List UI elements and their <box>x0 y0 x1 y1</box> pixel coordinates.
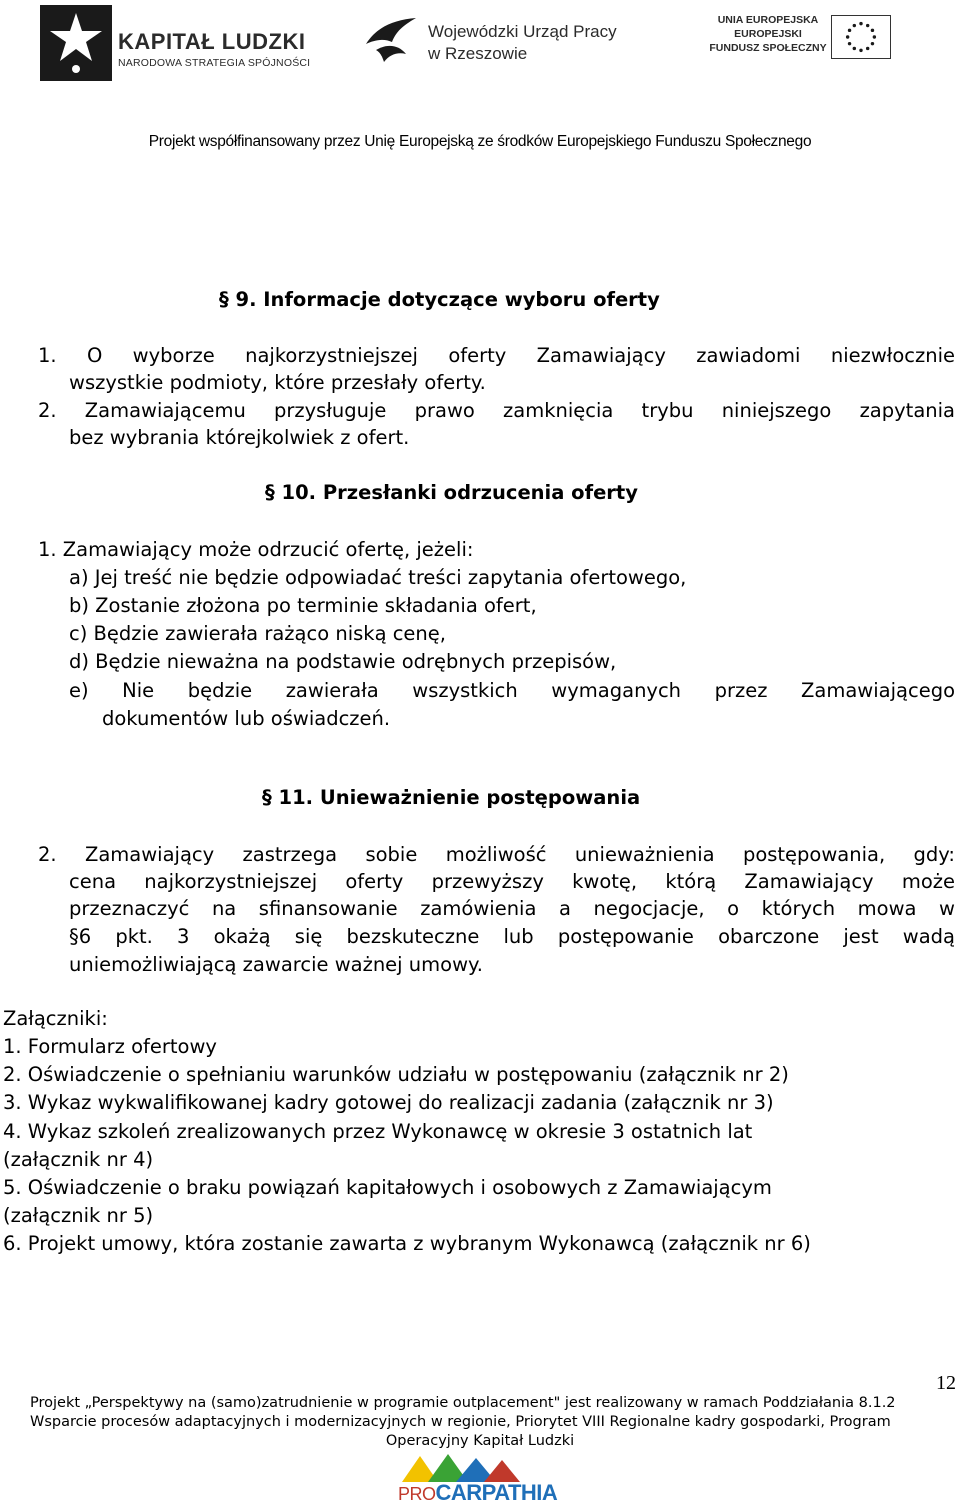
section-11-line2: cena najkorzystniejszej oferty przewyższy kwotę, którą Zamawiający może <box>69 870 955 893</box>
eu-line3: FUNDUSZ SPOŁECZNY <box>709 42 827 54</box>
section-11-line5: uniemożliwiającą zawarcie ważnej umowy. <box>69 953 483 976</box>
attachment-3: 3. Wykaz wykwalifikowanej kadry gotowej do realizacji zadania (załącznik nr 3) <box>3 1091 774 1114</box>
section-10-heading: § 10. Przesłanki odrzucenia oferty <box>265 481 638 504</box>
eu-line1: UNIA EUROPEJSKA <box>717 14 819 26</box>
section-11-line3: przeznaczyć na sfinansowanie zamówienia a negocjacje, o których mowa w <box>69 897 955 920</box>
wup-bird-icon <box>362 10 420 70</box>
attachment-1: 1. Formularz ofertowy <box>3 1035 217 1058</box>
eu-line2: EUROPEJSKI <box>734 28 802 40</box>
section-10-item-d: d) Będzie nieważna na podstawie odrębnych przepisów, <box>69 650 617 673</box>
wup-line1: Wojewódzki Urząd Pracy <box>428 22 617 41</box>
section-10-item-b: b) Zostanie złożona po terminie składania ofert, <box>69 594 537 617</box>
section-11-line1: 2. Zamawiający zastrzega sobie możliwość unieważnienia postępowania, gdy: <box>38 843 955 866</box>
attachment-2: 2. Oświadczenie o spełnianiu warunków udziału w postępowaniu (załącznik nr 2) <box>3 1063 789 1086</box>
section-10-intro: 1. Zamawiający może odrzucić ofertę, jeżeli: <box>38 538 474 561</box>
cofinancing-note: Projekt współfinansowany przez Unię Europejską ze środków Europejskiego Funduszu Społecznego <box>148 133 812 150</box>
wup-line2: w Rzeszowie <box>428 44 528 63</box>
footer-line1: Projekt „Perspektywy na (samo)zatrudnienie w programie outplacement" jest realizowany w ramach Poddziałania 8.1.2 <box>30 1395 896 1411</box>
attachment-5-line2: (załącznik nr 5) <box>3 1204 154 1227</box>
footer-line2: Wsparcie procesów adaptacyjnych i modernizacyjnych w regionie, Priorytet VIII Regionalne kadry gospodarki, Program <box>30 1414 891 1430</box>
attachment-4-line2: (załącznik nr 4) <box>3 1148 154 1171</box>
attachment-5-line1: 5. Oświadczenie o braku powiązań kapitałowych i osobowych z Zamawiającym <box>3 1176 772 1199</box>
kapital-ludzki-title: KAPITAŁ LUDZKI <box>118 29 306 54</box>
kapital-ludzki-logo <box>40 5 311 85</box>
section-10-item-c: c) Będzie zawierała rażąco niską cenę, <box>69 622 446 645</box>
section-10-item-a: a) Jej treść nie będzie odpowiadać treści zapytania ofertowego, <box>69 566 687 589</box>
wup-rzeszow-logo <box>362 8 632 78</box>
section-9-item1-line2: wszystkie podmioty, które przesłały oferty. <box>69 371 486 394</box>
eu-logo <box>705 13 920 65</box>
procarpathia-text <box>398 1480 568 1506</box>
procarpathia-mountains-icon <box>398 1452 568 1482</box>
procarpathia-logo <box>398 1452 568 1506</box>
attachment-6: 6. Projekt umowy, która zostanie zawarta z wybranym Wykonawcą (załącznik nr 6) <box>3 1232 811 1255</box>
attachments-title: Załączniki: <box>3 1007 108 1030</box>
section-11-line4: §6 pkt. 3 okażą się bezskuteczne lub postępowanie obarczone jest wadą <box>69 925 955 948</box>
page-number: 12 <box>936 1372 956 1394</box>
attachment-4-line1: 4. Wykaz szkoleń zrealizowanych przez Wykonawcę w okresie 3 ostatnich lat <box>3 1120 753 1143</box>
kapital-ludzki-mark-icon <box>40 5 112 81</box>
section-10-item-e-line1: e) Nie będzie zawierała wszystkich wymaganych przez Zamawiającego <box>69 679 955 702</box>
procarpathia-carpathia: CARPATHIA <box>435 1480 558 1505</box>
section-9-heading: § 9. Informacje dotyczące wyboru oferty <box>219 288 660 311</box>
eu-text <box>709 13 827 55</box>
section-10-item-e-line2: dokumentów lub oświadczeń. <box>102 707 391 730</box>
eu-flag-icon <box>831 15 891 59</box>
section-9-item2-line1: 2. Zamawiającemu przysługuje prawo zamknięcia trybu niniejszego zapytania <box>38 399 955 422</box>
section-9-item2-line2: bez wybrania którejkolwiek z ofert. <box>69 426 410 449</box>
section-9-item1-line1: 1. O wyborze najkorzystniejszej oferty Zamawiający zawiadomi niezwłocznie <box>38 344 955 367</box>
procarpathia-pro: PRO <box>398 1484 436 1504</box>
kapital-ludzki-subtitle: NARODOWA STRATEGIA SPÓJNOŚCI <box>118 57 311 69</box>
section-11-heading: § 11. Unieważnienie postępowania <box>262 786 641 809</box>
footer-line3: Operacyjny Kapitał Ludzki <box>385 1433 575 1449</box>
